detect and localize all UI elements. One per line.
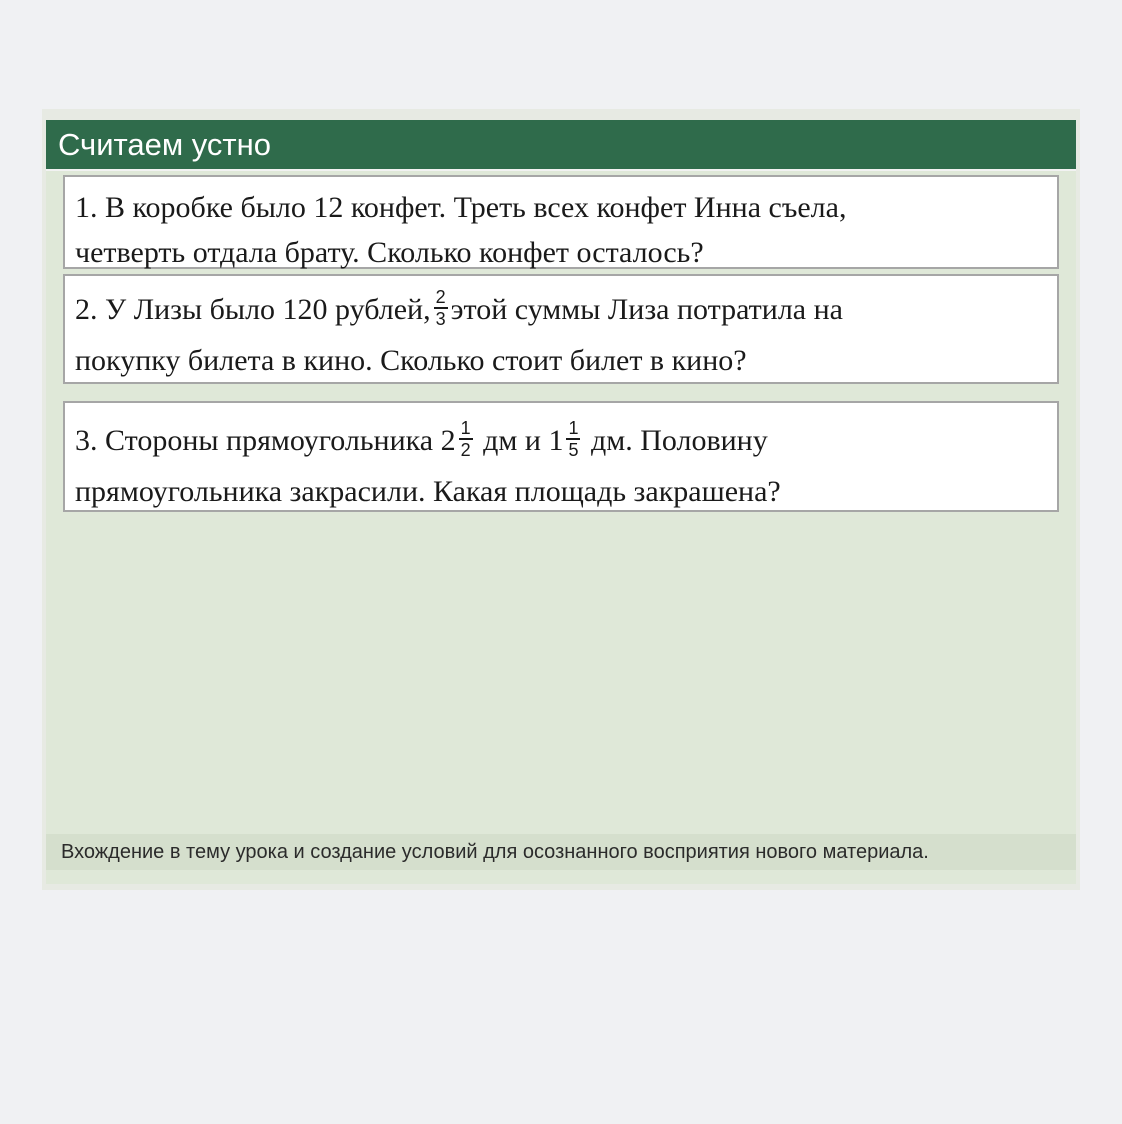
task-3-text-after: дм. Половину [590, 424, 768, 457]
slide [46, 120, 1076, 884]
task-3-line-1 [75, 413, 1047, 469]
footer-text: Вхождение в тему урока и создание условий для осознанного восприятия нового материала. [61, 841, 929, 863]
mixed-number-1-fraction [459, 418, 473, 460]
task-3-text-before: 3. Стороны прямоугольника [75, 424, 434, 457]
task-box-2 [63, 274, 1059, 384]
task-1-line-2: четверть отдала брату. Сколько конфет осталось? [75, 236, 704, 269]
slide-footer [46, 834, 1076, 870]
slide-header [46, 120, 1076, 171]
mixed-number-2-fraction [566, 418, 580, 460]
mixed-number-2-whole: 1 [548, 424, 564, 457]
fraction-denominator: 2 [460, 440, 471, 461]
fraction-two-thirds [434, 287, 448, 329]
fraction-denominator: 5 [568, 440, 579, 461]
task-2-text-before: 2. У Лизы было 120 рублей, [75, 293, 431, 326]
slide-title: Считаем устно [58, 127, 271, 162]
task-box-1 [63, 175, 1059, 269]
mixed-number-1-whole: 2 [440, 424, 456, 457]
task-2-text-after: этой суммы Лиза потратила на [450, 293, 843, 326]
task-3-line-2: прямоугольника закрасили. Какая площадь закрашена? [75, 475, 781, 508]
task-3-unit-1: дм и [483, 424, 541, 457]
task-box-3 [63, 401, 1059, 512]
fraction-numerator: 1 [460, 418, 471, 439]
task-2-line-2: покупку билета в кино. Сколько стоит билет в кино? [75, 344, 747, 377]
task-2-line-1 [75, 282, 1047, 338]
fraction-numerator: 2 [435, 287, 446, 308]
fraction-numerator: 1 [568, 418, 579, 439]
task-1-line-1: 1. В коробке было 12 конфет. Треть всех конфет Инна съела, [75, 191, 847, 224]
fraction-denominator: 3 [435, 309, 446, 330]
